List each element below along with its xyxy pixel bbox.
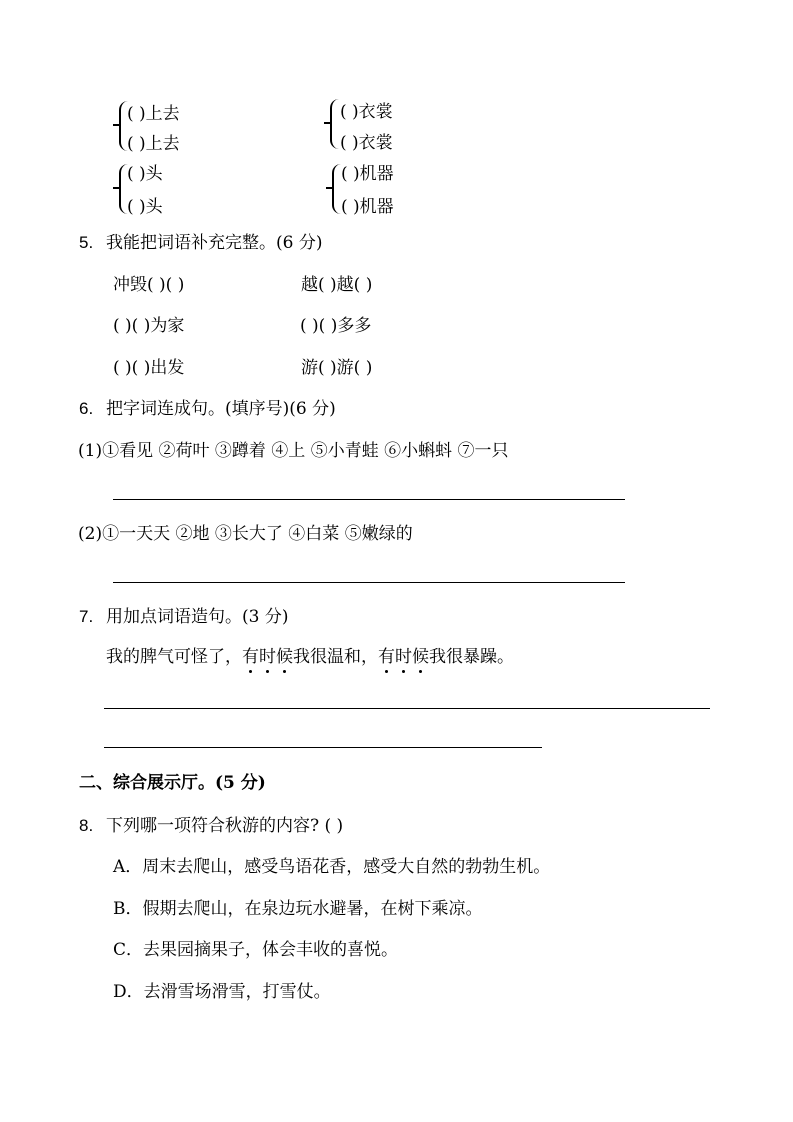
q7-number: 7.	[79, 607, 94, 626]
q6-prompt: 把字词连成句。(填序号)(6 分)	[106, 399, 336, 419]
group2-row1: ( )衣裳	[340, 102, 393, 122]
q7-dotted-char: 有	[378, 647, 395, 667]
q7-dotted-char: 有	[242, 647, 259, 667]
group3-row1: ( )头	[127, 164, 163, 184]
group3-row2: ( )头	[127, 197, 163, 217]
q6-answer-line-2[interactable]	[113, 582, 625, 583]
q5-item-2: 越( )越( )	[301, 275, 373, 295]
q5-number: 5.	[79, 233, 94, 252]
q5-item-5: ( )( )出发	[113, 358, 185, 378]
q7-sentence-mid: 我很温和，	[293, 647, 378, 667]
q7-answer-line-1[interactable]	[104, 708, 710, 709]
group1-row1: ( )上去	[127, 104, 180, 124]
q7-sentence-start: 我的脾气可怪了，	[106, 647, 242, 667]
q7-prompt: 用加点词语造句。(3 分)	[106, 607, 289, 627]
q5-prompt: 我能把词语补充完整。(6 分)	[106, 233, 323, 253]
q7-dotted-char: 候	[276, 647, 293, 667]
q8-option-a[interactable]: A．周末去爬山，感受鸟语花香，感受大自然的勃勃生机。	[113, 857, 551, 877]
q7-dotted-char: 时	[259, 647, 276, 667]
q5-item-1: 冲毁( )( )	[113, 275, 185, 295]
q8-prompt: 下列哪一项符合秋游的内容? ( )	[106, 816, 344, 836]
q7-dotted-char: 候	[412, 647, 429, 667]
q8-number: 8.	[79, 816, 94, 835]
q6-line-1: (1)①看见 ②荷叶 ③蹲着 ④上 ⑤小青蛙 ⑥小蝌蚪 ⑦一只	[78, 441, 509, 461]
group2-row2: ( )衣裳	[340, 133, 393, 153]
q5-item-6: 游( )游( )	[301, 358, 373, 378]
q6-answer-line-1[interactable]	[113, 499, 625, 500]
q6-number: 6.	[79, 399, 94, 418]
group4-row1: ( )机器	[341, 164, 394, 184]
q8-option-d[interactable]: D．去滑雪场滑雪，打雪仗。	[113, 982, 331, 1002]
q7-sentence	[106, 647, 514, 667]
q7-sentence-end: 我很暴躁。	[429, 647, 514, 667]
group4-row2: ( )机器	[341, 197, 394, 217]
section-2-title: 二、综合展示厅。(5 分)	[79, 773, 266, 793]
q7-dotted-char: 时	[395, 647, 412, 667]
q8-option-c[interactable]: C．去果园摘果子，体会丰收的喜悦。	[113, 940, 399, 960]
q8-option-b[interactable]: B．假期去爬山，在泉边玩水避暑，在树下乘凉。	[113, 899, 483, 919]
q7-answer-line-2[interactable]	[104, 747, 542, 748]
group1-row2: ( )上去	[127, 134, 180, 154]
q6-line-2: (2)①一天天 ②地 ③长大了 ④白菜 ⑤嫩绿的	[78, 524, 413, 544]
q5-item-4: ( )( )多多	[300, 316, 372, 336]
q5-item-3: ( )( )为家	[113, 316, 185, 336]
